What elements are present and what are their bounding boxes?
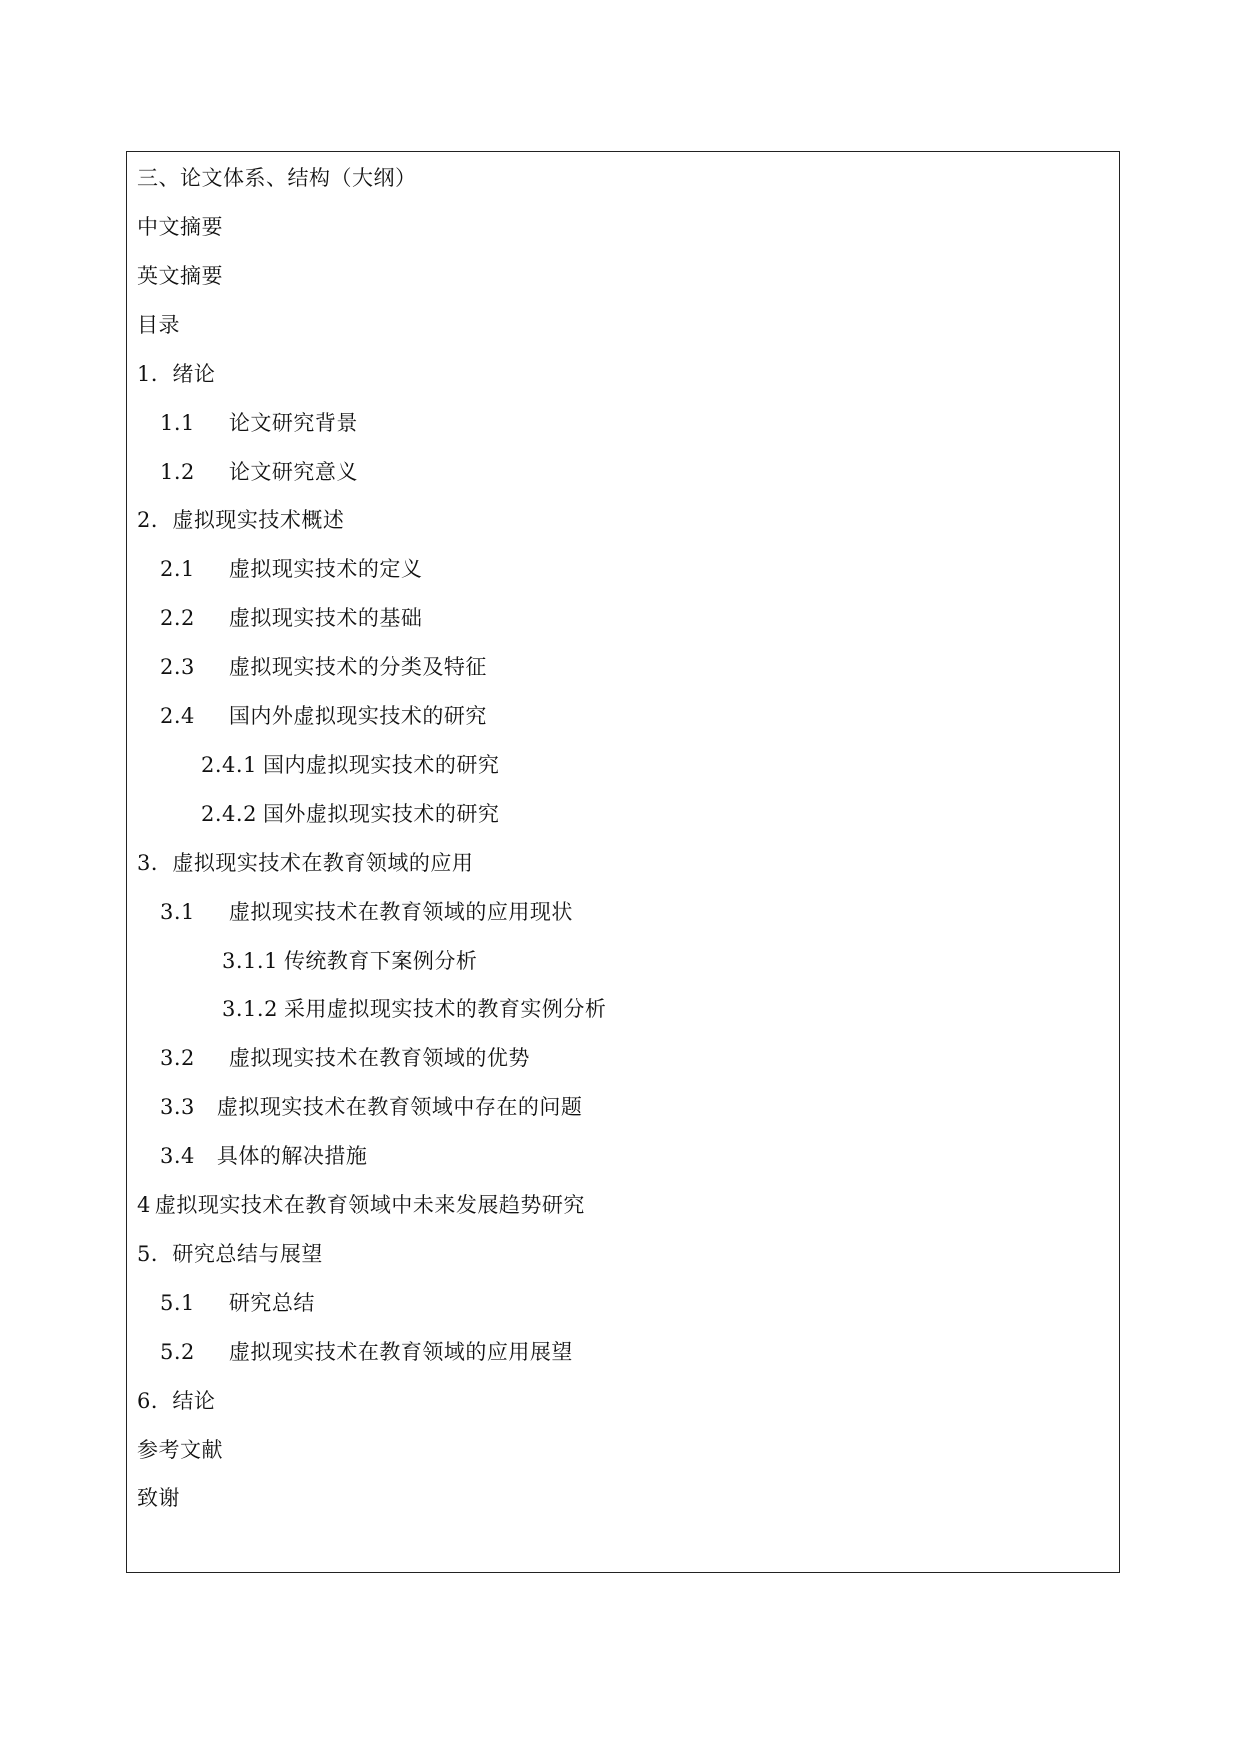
outline-item-number: 2.4.2 <box>201 801 257 826</box>
outline-item-text: 致谢 <box>137 1486 180 1511</box>
outline-item-number: 1． <box>137 361 173 386</box>
outline-item <box>222 947 477 975</box>
outline-item <box>137 262 223 290</box>
outline-item-text: 虚拟现实技术的基础 <box>228 606 423 631</box>
outline-item-number: 5． <box>137 1241 173 1266</box>
outline-item-text: 采用虚拟现实技术的教育实例分析 <box>283 997 607 1022</box>
outline-item-number: 2.1 <box>160 557 195 582</box>
outline-item-number: 2.3 <box>160 655 195 680</box>
outline-item-text: 论文研究背景 <box>228 410 358 435</box>
outline-item <box>137 849 473 877</box>
outline-item-text: 虚拟现实技术的分类及特征 <box>228 655 487 680</box>
outline-item <box>160 702 487 730</box>
outline-item-number: 6． <box>137 1388 173 1413</box>
outline-item <box>160 1044 530 1072</box>
outline-item-number: 3.3 <box>160 1095 195 1120</box>
outline-item-text: 中文摘要 <box>137 215 223 239</box>
outline-item <box>201 800 499 828</box>
outline-item-text: 虚拟现实技术在教育领域的应用展望 <box>228 1339 573 1364</box>
outline-item-text: 国内虚拟现实技术的研究 <box>262 752 500 777</box>
outline-item-number: 2． <box>137 508 173 533</box>
outline-item <box>160 653 487 681</box>
outline-item-number: 4 <box>137 1193 151 1217</box>
outline-item-text: 国内外虚拟现实技术的研究 <box>228 704 487 728</box>
outline-item <box>160 555 422 583</box>
outline-item-number: 1.1 <box>160 410 195 435</box>
outline-item <box>160 458 358 486</box>
outline-item <box>160 898 573 926</box>
outline-item <box>201 751 499 779</box>
outline-item-text: 虚拟现实技术在教育领域的应用 <box>172 850 474 875</box>
outline-item-number: 5.1 <box>160 1290 195 1315</box>
outline-item-number: 5.2 <box>160 1339 195 1364</box>
outline-item-number: 3． <box>137 850 173 875</box>
outline-item <box>137 1191 585 1219</box>
outline-item-text: 虚拟现实技术在教育领域的优势 <box>228 1046 530 1071</box>
outline-item-text: 论文研究意义 <box>228 459 358 484</box>
outline-heading: 三、论文体系、结构（大纲） <box>137 166 417 190</box>
outline-item-text: 虚拟现实技术概述 <box>172 508 345 533</box>
outline-item <box>160 1142 367 1170</box>
outline-item-text: 虚拟现实技术的定义 <box>228 557 423 582</box>
outline-item <box>137 506 344 534</box>
outline-item-number: 3.2 <box>160 1046 195 1071</box>
outline-item-number: 2.4.1 <box>201 752 257 777</box>
outline-item-text: 传统教育下案例分析 <box>283 948 478 973</box>
outline-item <box>160 1338 573 1366</box>
outline-item <box>137 1436 223 1464</box>
outline-item <box>160 1093 582 1121</box>
outline-item <box>160 1289 315 1317</box>
outline-item <box>160 409 358 437</box>
outline-item <box>137 1240 323 1268</box>
outline-item <box>137 1387 215 1415</box>
outline-item-text: 结论 <box>172 1388 216 1413</box>
outline-item-number: 2.2 <box>160 606 195 631</box>
outline-item-text: 英文摘要 <box>137 263 223 288</box>
outline-item <box>137 213 223 241</box>
outline-item-text: 目录 <box>137 312 180 337</box>
outline-item-number: 1.2 <box>160 459 195 484</box>
outline-item <box>222 995 606 1023</box>
outline-item-text: 国外虚拟现实技术的研究 <box>262 801 500 826</box>
outline-item-number: 3.1 <box>160 899 195 924</box>
outline-item-text: 具体的解决措施 <box>216 1144 368 1169</box>
outline-item-number: 3.1.2 <box>222 997 278 1022</box>
outline-item-number: 3.4 <box>160 1144 195 1169</box>
outline-item-text: 虚拟现实技术在教育领域中未来发展趋势研究 <box>154 1193 585 1217</box>
outline-item <box>137 1484 180 1512</box>
outline-item-number: 2.4 <box>160 704 195 728</box>
outline-item <box>137 311 180 339</box>
outline-item <box>160 604 422 632</box>
outline-item <box>137 360 215 388</box>
outline-item-text: 虚拟现实技术在教育领域中存在的问题 <box>216 1095 583 1120</box>
outline-item-text: 虚拟现实技术在教育领域的应用现状 <box>228 899 573 924</box>
outline-item-text: 绪论 <box>172 361 216 386</box>
outline-table-cell <box>126 151 1120 1573</box>
outline-item-text: 参考文献 <box>137 1437 223 1462</box>
outline-item-text: 研究总结 <box>228 1290 315 1315</box>
outline-item-text: 研究总结与展望 <box>172 1241 323 1266</box>
outline-item-number: 3.1.1 <box>222 948 278 973</box>
